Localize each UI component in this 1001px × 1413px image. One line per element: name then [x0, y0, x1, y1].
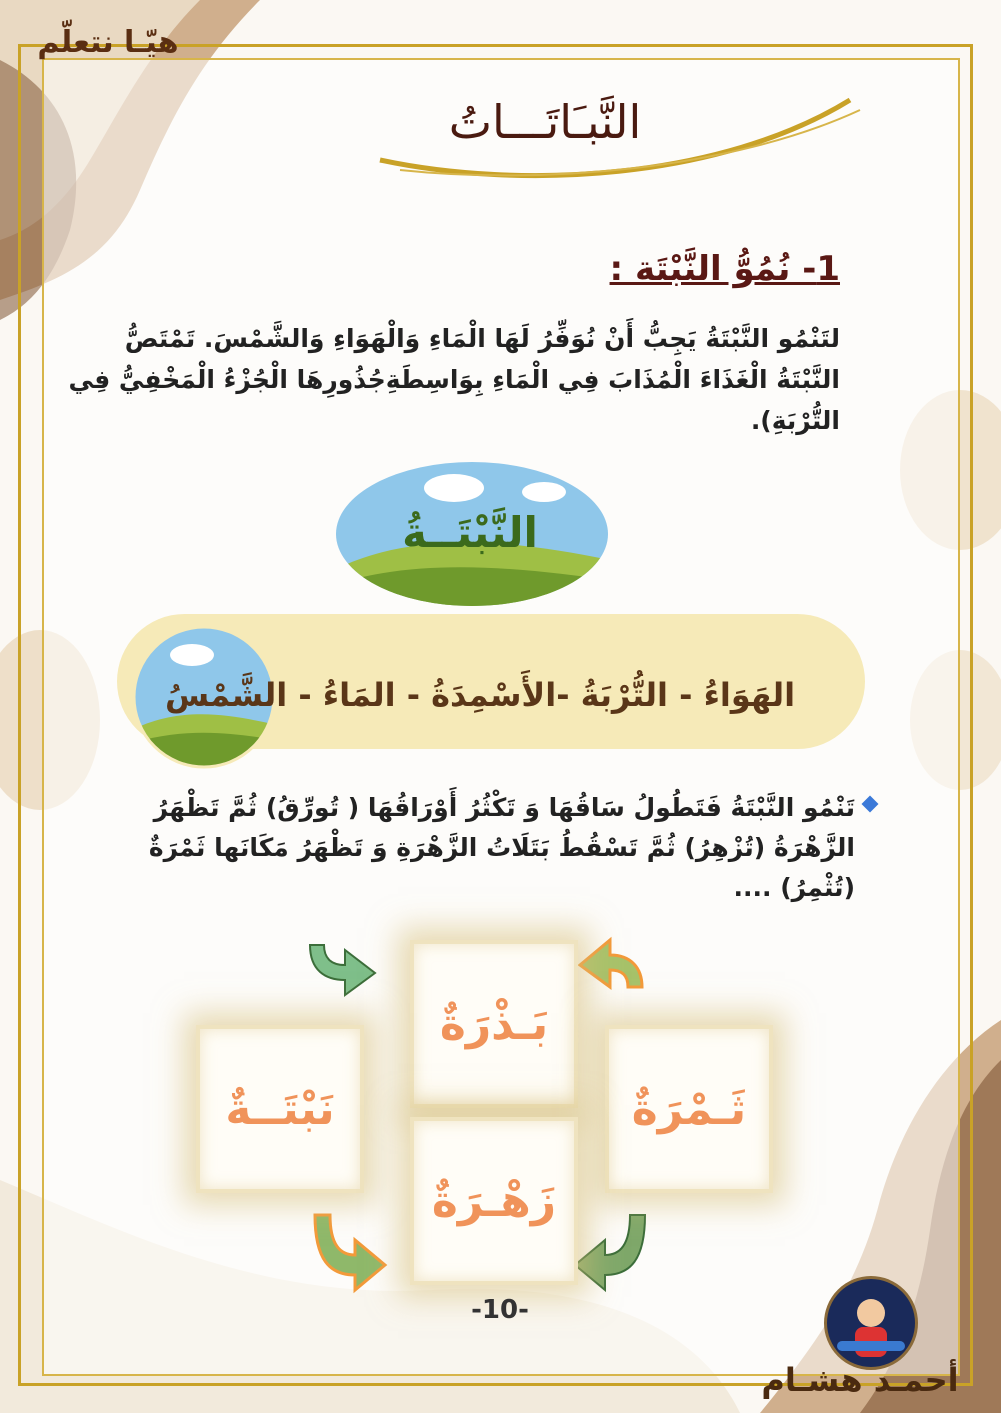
plant-card — [196, 1025, 364, 1193]
cycle-arrow-icon — [570, 1205, 660, 1295]
brand-label: هيّـا نتعلّم — [37, 25, 179, 60]
seed-card — [410, 940, 578, 1108]
page-number: -10- — [471, 1295, 529, 1325]
oval-label: النَّبْتَــةُ — [402, 508, 538, 557]
seed-label: بَـذْرَةٌ — [439, 998, 549, 1050]
page-title: النَّبـَاتَـــاتُ — [448, 95, 642, 149]
cycle-arrow-icon — [570, 925, 650, 1005]
flower-card — [410, 1117, 578, 1285]
flower-label: زَهْـرَةٌ — [431, 1175, 557, 1227]
cycle-arrow-icon — [300, 1205, 390, 1295]
intro-paragraph: لتَنْمُو النَّبْتَةُ يَجِبُّ أَنْ نُوَفِّرُ لَهَا الْمَاءِ وَالْهَوَاءِ وَالشَّمْسَ. تَمْتَصُّ النَّبْتَةُ الْغَذَاءَ الْمُذَابَ فِي الْمَاءِ بِوَاسِطَةِجُذُورِهَا الْجُزْءُ الْمَخْفِيُّ فِي التُّرْبَةِ). — [68, 324, 840, 435]
growth-paragraph: تَنْمُو النَّبْتَةُ فَتَطُولُ سَاقُهَا وَ تَكْثُرُ أَوْرَاقُهَا ( تُورِّقُ) ثُمَّ تَظْهَرُ الزَّهْرَةُ (تُزْهِرُ) ثُمَّ تَسْقُطُ بَتَلَاتُ الزَّهْرَةِ وَ تَظْهَرُ مَكَانَها ثَمْرَةٌ (تُثْمِرُ) .... — [148, 793, 855, 902]
plant-needs-list: الهَوَاءُ - التُّرْبَةُ -الأَسْمِدَةُ - المَاءُ - الشَّمْسُ — [164, 676, 796, 714]
cycle-arrow-icon — [300, 925, 380, 1005]
plant-label: نَبْتَــةٌ — [225, 1083, 335, 1135]
fruit-card — [605, 1025, 773, 1193]
author-name: أحمـد هشـام — [761, 1361, 959, 1399]
fruit-label: ثَـمْرَةٌ — [631, 1083, 747, 1135]
section-heading: 1- نُمُوُّ النَّبْتَة : — [609, 249, 840, 289]
